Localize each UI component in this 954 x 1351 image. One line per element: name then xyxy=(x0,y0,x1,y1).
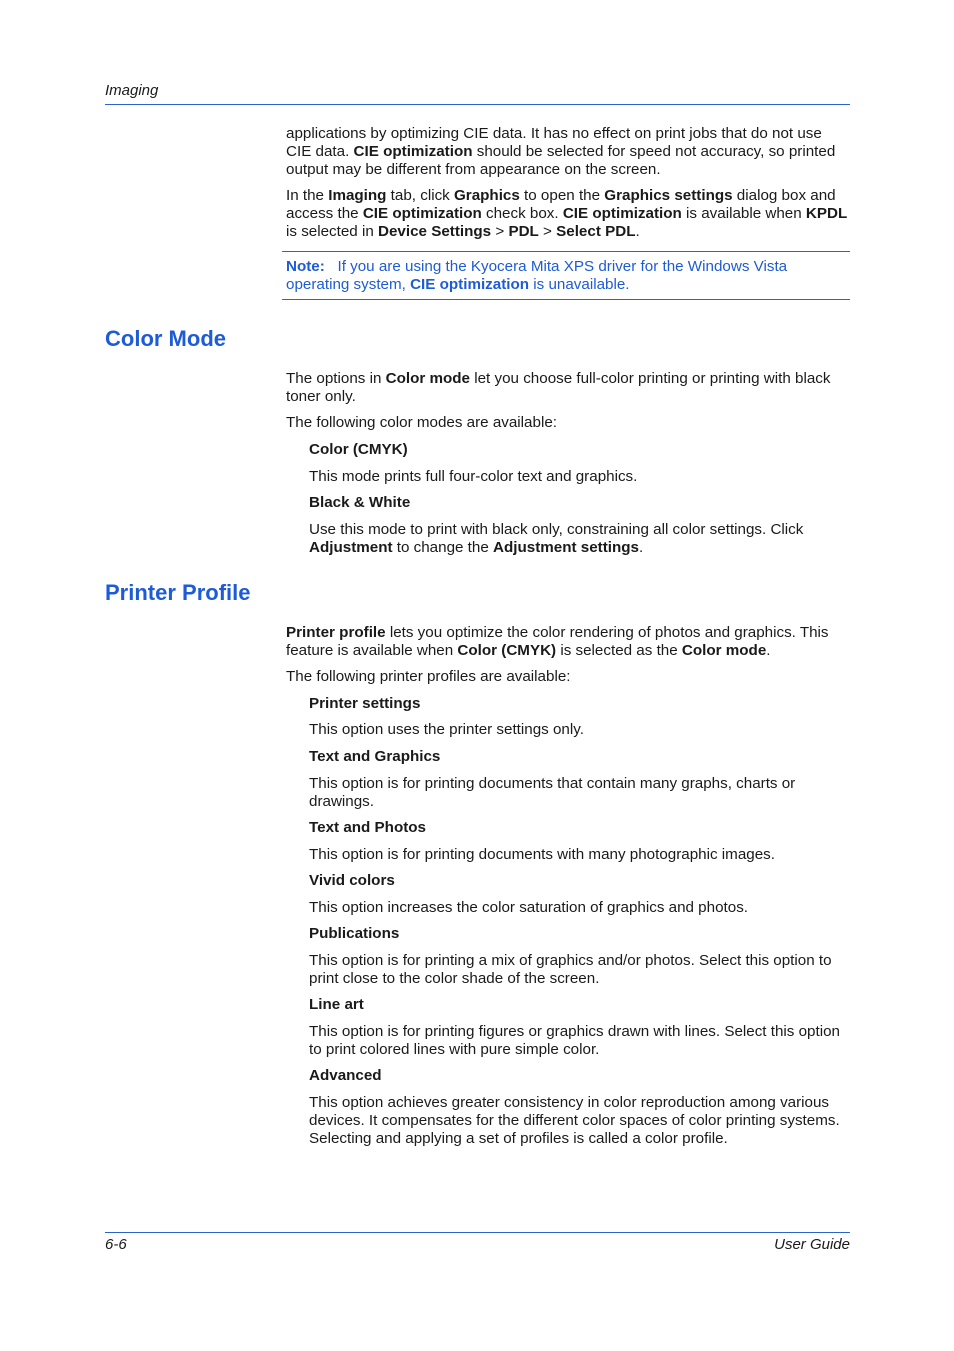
note-label: Note: xyxy=(286,258,325,275)
note-box: Note: If you are using the Kyocera Mita XPS driver for the Windows Vista operating system, CIE optimization is unavailable. xyxy=(286,258,788,293)
option-term: Text and Photos xyxy=(309,819,427,836)
color-mode-intro: The options in Color mode let you choose full-color printing or printing with black toner only. xyxy=(286,370,831,405)
footer-rule xyxy=(105,1232,850,1233)
option-description: This option increases the color saturation of graphics and photos. xyxy=(309,899,749,916)
note-bottom-rule xyxy=(282,299,850,300)
page-number: 6-6 xyxy=(105,1236,127,1253)
option-term: Line art xyxy=(309,996,364,1013)
color-mode-list-intro: The following color modes are available: xyxy=(286,414,557,431)
intro-paragraph-1: applications by optimizing CIE data. It has no effect on print jobs that do not use CIE data. CIE optimization should be selected for speed not accuracy, so printed output may be different from appearance on the screen. xyxy=(286,125,836,178)
option-description: This option uses the printer settings only. xyxy=(309,721,584,738)
heading-printer-profile: Printer Profile xyxy=(105,580,251,605)
option-description: This option is for printing figures or graphics drawn with lines. Select this option to print colored lines with pure simple color. xyxy=(309,1023,840,1058)
option-term: Vivid colors xyxy=(309,872,395,889)
printer-profile-list-intro: The following printer profiles are available: xyxy=(286,668,571,685)
option-term: Printer settings xyxy=(309,695,421,712)
option-term: Color (CMYK) xyxy=(309,441,408,458)
option-description: This option is for printing documents that contain many graphs, charts or drawings. xyxy=(309,775,796,810)
running-header: Imaging xyxy=(105,82,159,99)
printer-profile-intro: Printer profile lets you optimize the color rendering of photos and graphics. This feature is available when Color (CMYK) is selected as the Color mode. xyxy=(286,624,829,659)
heading-color-mode: Color Mode xyxy=(105,326,226,351)
header-rule xyxy=(105,104,850,105)
intro-paragraph-2: In the Imaging tab, click Graphics to open the Graphics settings dialog box and access the CIE optimization check box. CIE optimization is available when KPDL is selected in Device Settings > PDL > Select PDL. xyxy=(286,187,848,240)
option-term: Publications xyxy=(309,925,400,942)
option-term: Text and Graphics xyxy=(309,748,441,765)
note-top-rule xyxy=(282,251,850,252)
option-description: This option is for printing a mix of graphics and/or photos. Select this option to print close to the color shade of the screen. xyxy=(309,952,832,987)
option-description: Use this mode to print with black only, constraining all color settings. Click Adjustment to change the Adjustment settings. xyxy=(309,521,804,556)
option-description: This mode prints full four-color text and graphics. xyxy=(309,468,638,485)
footer-title: User Guide xyxy=(774,1236,850,1253)
option-term: Advanced xyxy=(309,1067,382,1084)
option-term: Black & White xyxy=(309,494,411,511)
option-description: This option is for printing documents with many photographic images. xyxy=(309,846,775,863)
option-description: This option achieves greater consistency in color reproduction among various devices. It compensates for the different color spaces of color printing systems. Selecting and applying a set of profiles is called a color profile. xyxy=(309,1094,840,1147)
